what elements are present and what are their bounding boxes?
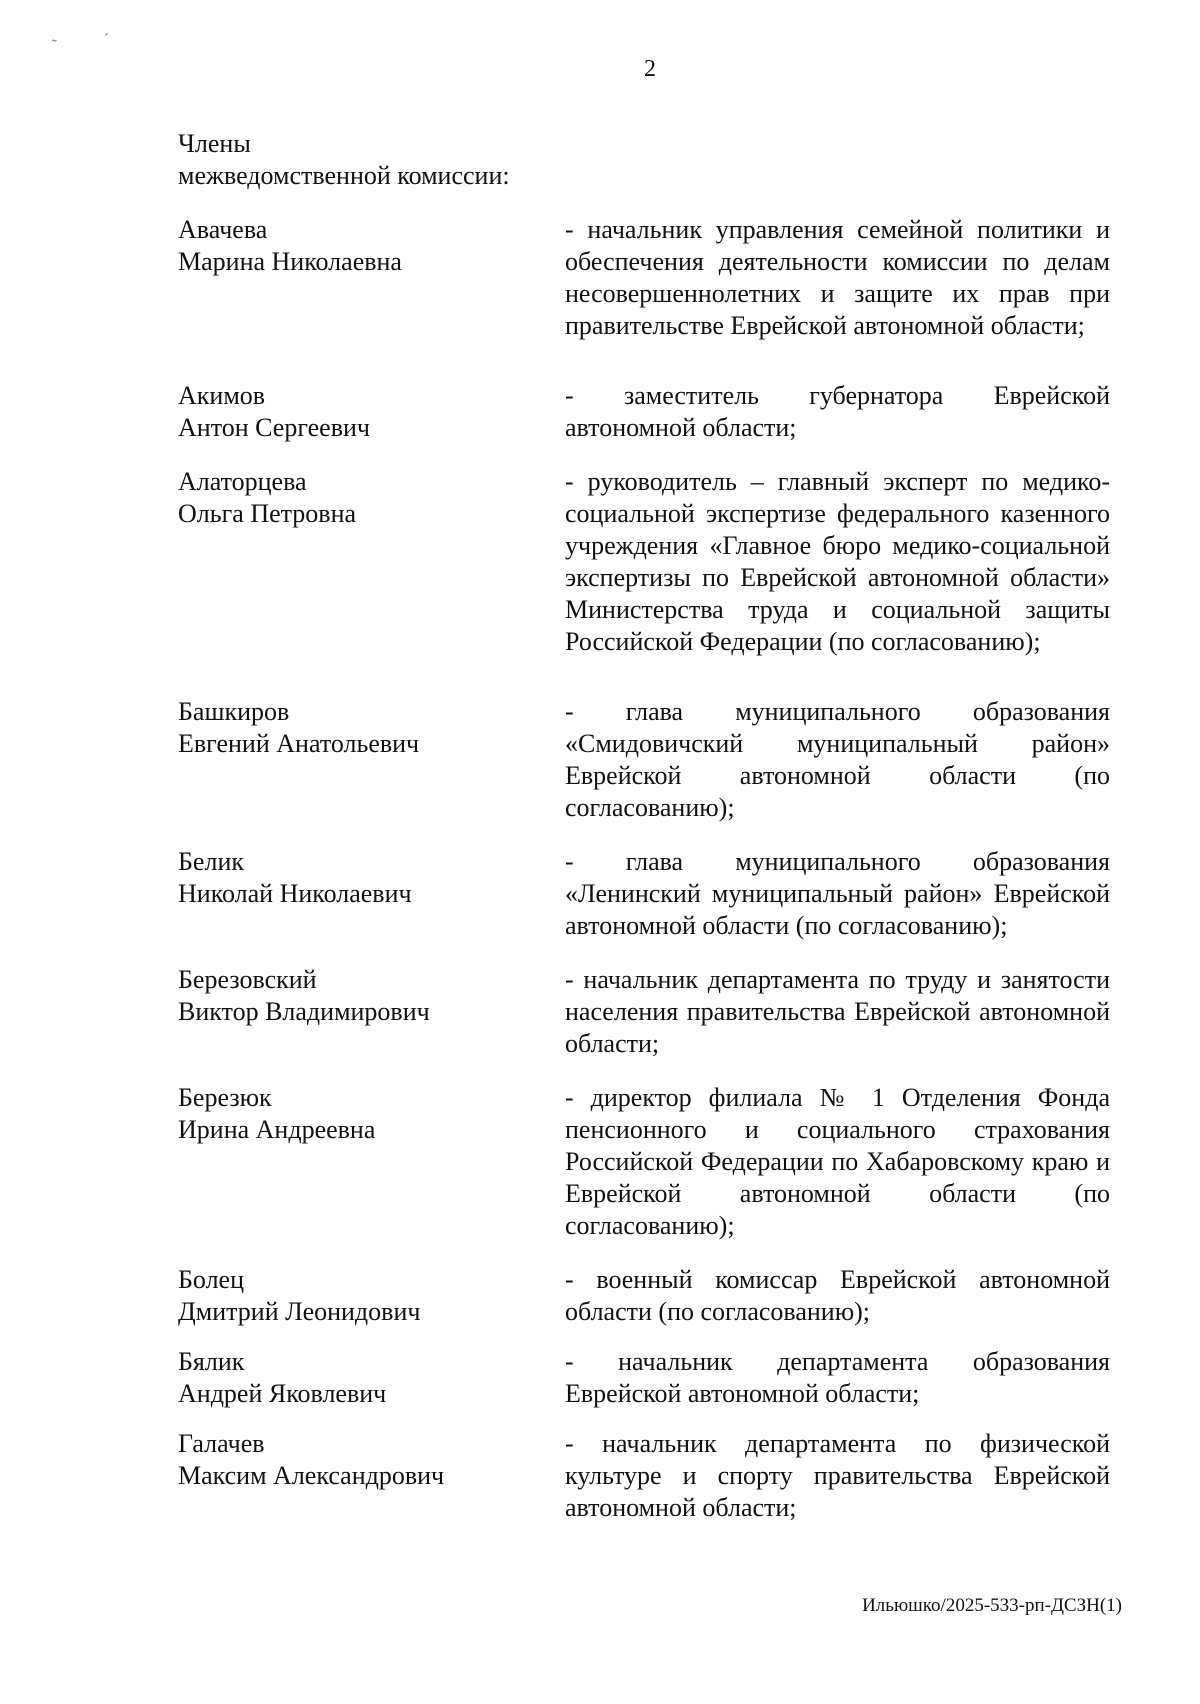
member-role: - глава муниципального образования «Смидовичский муниципальный район» Еврейской автономной области (по согласованию);: [565, 697, 1110, 822]
member-entry: [178, 964, 1108, 1060]
member-entry: [178, 846, 1108, 942]
member-given-names: Ирина Андреевна: [178, 1115, 376, 1144]
member-given-names: Марина Николаевна: [178, 247, 402, 276]
member-entry: [178, 696, 1108, 824]
member-entry: [178, 1428, 1108, 1524]
member-entry: [178, 466, 1108, 658]
member-name: [178, 846, 565, 910]
member-surname: Березюк: [178, 1083, 272, 1112]
member-role: - военный комиссар Еврейской автономной области (по согласованию);: [565, 1265, 1110, 1326]
member-surname: Бялик: [178, 1347, 245, 1376]
member-entry: [178, 1082, 1108, 1242]
document-reference-code: Ильюшко/2025-533-рп-ДСЗН(1): [862, 1595, 1122, 1616]
member-role: - глава муниципального образования «Ленинский муниципальный район» Еврейской автономной области (по согласованию);: [565, 847, 1110, 940]
member-given-names: Ольга Петровна: [178, 499, 357, 528]
member-surname: Авачева: [178, 215, 268, 244]
member-given-names: Евгений Анатольевич: [178, 729, 420, 758]
member-surname: Болец: [178, 1265, 245, 1294]
member-role: - начальник управления семейной политики и обеспечения деятельности комиссии по делам несовершеннолетних и защите их прав при правительстве Еврейской автономной области;: [565, 215, 1110, 340]
member-given-names: Дмитрий Леонидович: [178, 1297, 421, 1326]
member-name: [178, 1082, 565, 1146]
member-role: - директор филиала № 1 Отделения Фонда пенсионного и социального страхования Российской Федерации по Хабаровскому краю и Еврейской автономной области (по согласованию);: [565, 1083, 1110, 1240]
members-heading-line: межведомственной комиссии:: [178, 161, 510, 190]
member-surname: Галачев: [178, 1429, 265, 1458]
scan-speck: ˊ: [104, 32, 109, 47]
member-name: [178, 1264, 565, 1328]
members-heading: [178, 128, 510, 192]
member-entry: [178, 1264, 1108, 1328]
member-role: - заместитель губернатора Еврейской автономной области;: [565, 381, 1110, 442]
member-role: - начальник департамента образования Еврейской автономной области;: [565, 1347, 1110, 1408]
member-name: [178, 1428, 565, 1492]
members-list: [178, 214, 1108, 1524]
member-given-names: Максим Александрович: [178, 1461, 445, 1490]
member-name: [178, 964, 565, 1028]
member-surname: Башкиров: [178, 697, 290, 726]
member-name: [178, 1346, 565, 1410]
member-role: - начальник департамента по физической культуре и спорту правительства Еврейской автономной области;: [565, 1429, 1110, 1522]
member-entry: [178, 214, 1108, 342]
member-name: [178, 696, 565, 760]
member-given-names: Андрей Яковлевич: [178, 1379, 387, 1408]
member-surname: Алаторцева: [178, 467, 307, 496]
member-name: [178, 466, 565, 530]
member-name: [178, 380, 565, 444]
member-entry: [178, 1346, 1108, 1410]
page-number: 2: [644, 56, 656, 82]
member-name: [178, 214, 565, 278]
member-entry: [178, 380, 1108, 444]
member-role: - руководитель – главный эксперт по медико-социальной экспертизе федерального казенного учреждения «Главное бюро медико-социальной экспертизы по Еврейской автономной области» Министерства труда и социальной защиты Российской Федерации (по согласованию);: [565, 467, 1110, 656]
members-heading-line: Члены: [178, 129, 251, 158]
member-surname: Белик: [178, 847, 244, 876]
member-given-names: Виктор Владимирович: [178, 997, 430, 1026]
member-given-names: Антон Сергеевич: [178, 413, 370, 442]
member-surname: Акимов: [178, 381, 266, 410]
member-surname: Березовский: [178, 965, 317, 994]
member-role: - начальник департамента по труду и занятости населения правительства Еврейской автономной области;: [565, 965, 1110, 1058]
scan-speck: ˜: [52, 38, 57, 53]
member-given-names: Николай Николаевич: [178, 879, 412, 908]
